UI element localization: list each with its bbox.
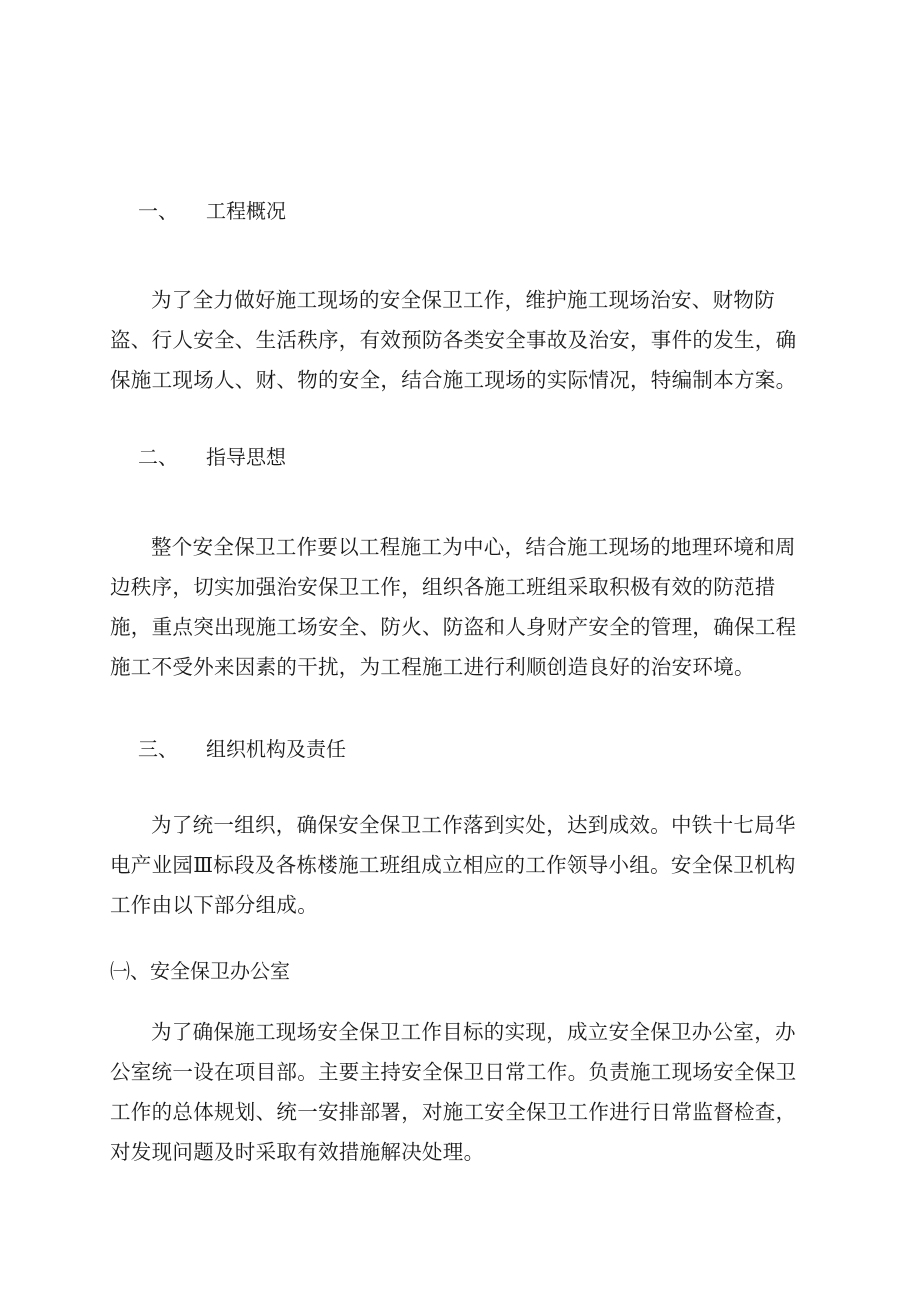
subsection-paragraph: 为了确保施工现场安全保卫工作目标的实现，成立安全保卫办公室，办公室统一设在项目部。主要主持安全保卫日常工作。负责施工现场安全保卫工作的总体规划、统一安排部署，对施工安全保卫工作进行日常监督检查，对发现问题及时采取有效措施解决处理。 xyxy=(110,1020,797,1164)
section-paragraph-2: 整个安全保卫工作要以工程施工为中心，结合施工现场的地理环境和周边秩序，切实加强治安保卫工作，组织各施工班组采取积极有效的防范措施，重点突出现施工场安全、防火、防盗和人身财产安全的管理，确保工程施工不受外来因素的干扰，为工程施工进行利顺创造良好的治安环境。 xyxy=(110,535,797,679)
section-heading-3 xyxy=(138,737,346,761)
section-paragraph-3: 为了统一组织，确保安全保卫工作落到实处，达到成效。中铁十七局华电产业园Ⅲ标段及各栋楼施工班组成立相应的工作领导小组。安全保卫机构工作由以下部分组成。 xyxy=(110,813,796,917)
section-title: 指导思想 xyxy=(206,445,286,469)
section-number: 二、 xyxy=(138,445,178,469)
section-number: 一、 xyxy=(138,199,178,223)
section-title: 工程概况 xyxy=(206,199,286,223)
subsection-heading: ㈠、安全保卫办公室 xyxy=(110,959,290,983)
section-heading-1 xyxy=(138,199,286,223)
section-heading-2 xyxy=(138,445,286,469)
section-paragraph-1: 为了全力做好施工现场的安全保卫工作，维护施工现场治安、财物防盗、行人安全、生活秩序，有效预防各类安全事故及治安，事件的发生，确保施工现场人、财、物的安全，结合施工现场的实际情况，特编制本方案。 xyxy=(110,288,797,392)
section-number: 三、 xyxy=(138,737,178,761)
section-title: 组织机构及责任 xyxy=(206,737,346,761)
